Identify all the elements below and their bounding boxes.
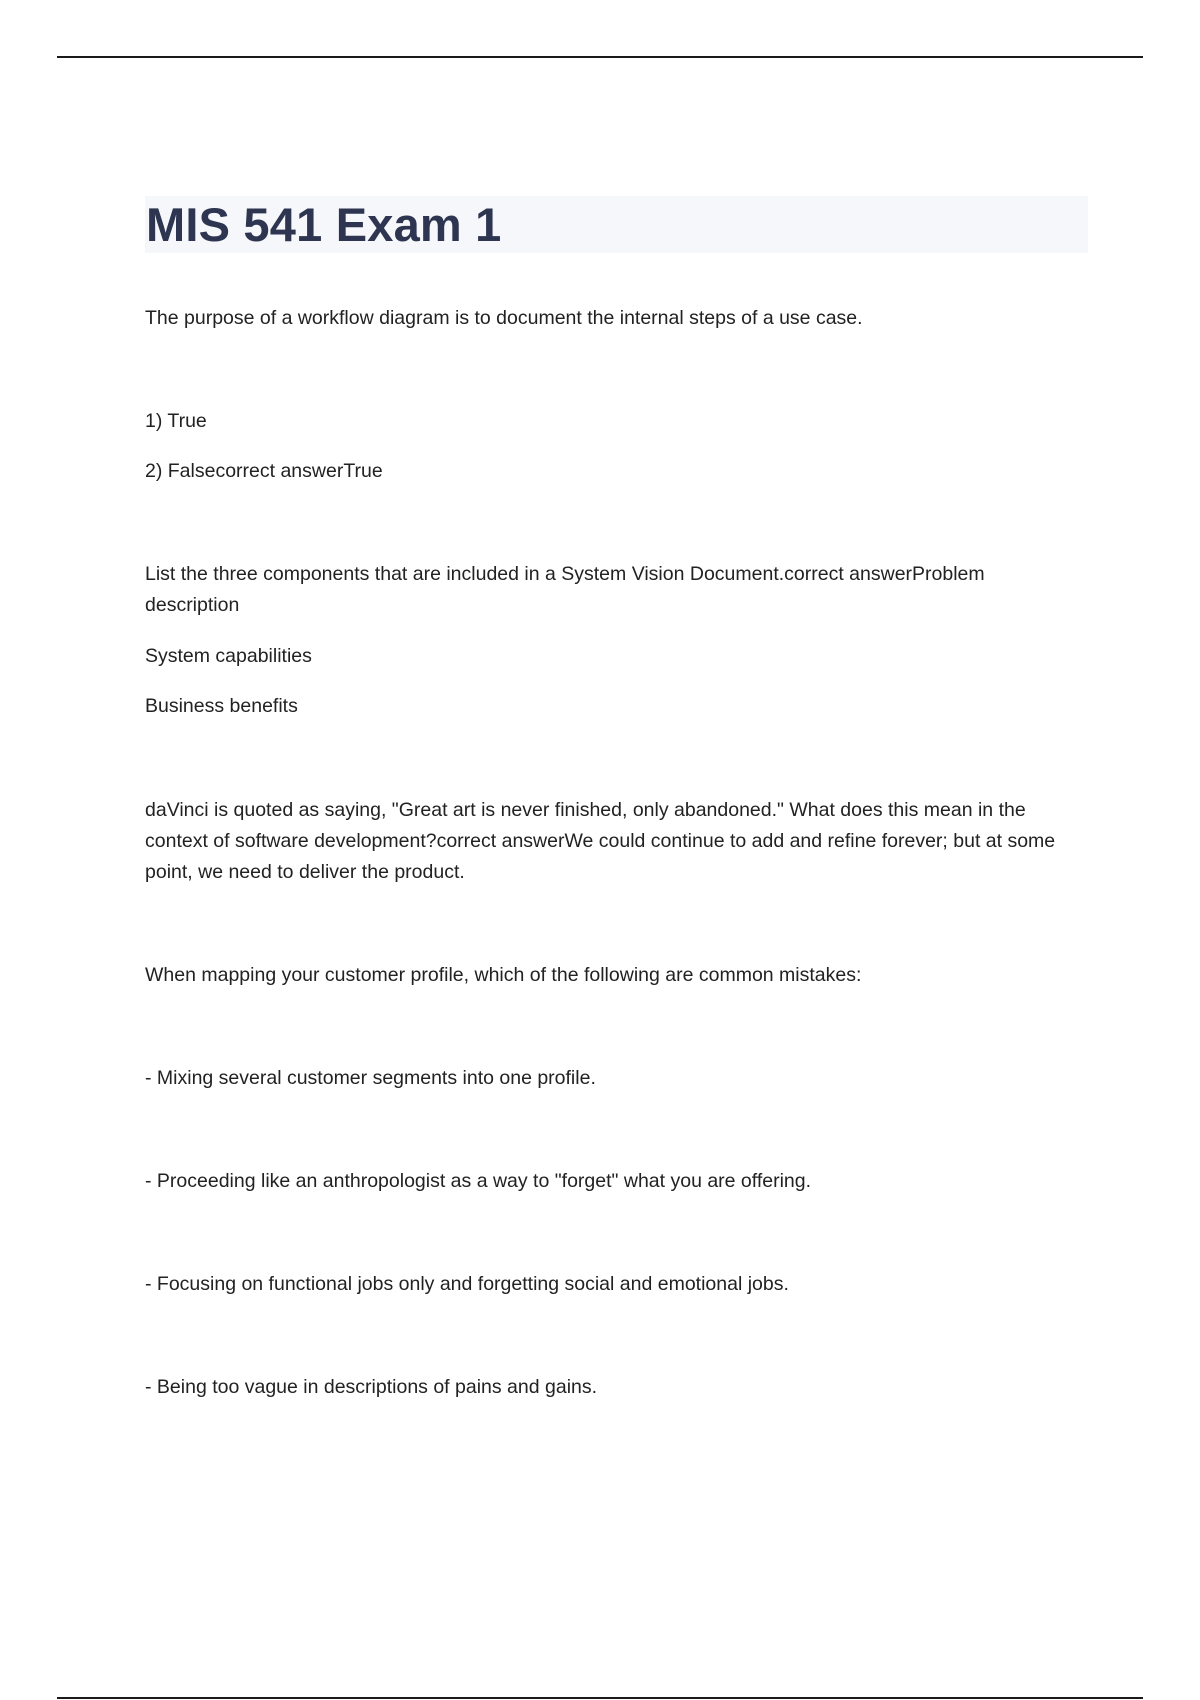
- question-2-text: List the three components that are included in a System Vision Document.correct answerProblem description: [145, 563, 985, 616]
- document-title: MIS 541 Exam 1: [146, 198, 502, 251]
- question-4-text: When mapping your customer profile, which of the following are common mistakes:: [145, 964, 862, 986]
- question-1-text: The purpose of a workflow diagram is to document the internal steps of a use case.: [145, 307, 863, 329]
- question-3-text: daVinci is quoted as saying, "Great art is never finished, only abandoned." What does this mean in the context of software development?correct answerWe could continue to add and refine forever; but at some point, we need to deliver the product.: [145, 799, 1056, 883]
- question-4-mistake-3: - Focusing on functional jobs only and forgetting social and emotional jobs.: [145, 1273, 789, 1295]
- question-4-mistake-1: - Mixing several customer segments into one profile.: [145, 1067, 596, 1089]
- top-rule: [57, 56, 1143, 58]
- question-1-option-1: 1) True: [145, 410, 207, 432]
- question-4-mistake-2: - Proceeding like an anthropologist as a way to "forget" what you are offering.: [145, 1170, 812, 1192]
- question-2-answer-item-2: System capabilities: [145, 645, 312, 667]
- bottom-rule: [57, 1697, 1143, 1699]
- question-2-answer-item-3: Business benefits: [145, 695, 298, 717]
- question-1-option-2-answer: 2) Falsecorrect answerTrue: [145, 460, 383, 482]
- question-4-mistake-4: - Being too vague in descriptions of pains and gains.: [145, 1376, 598, 1398]
